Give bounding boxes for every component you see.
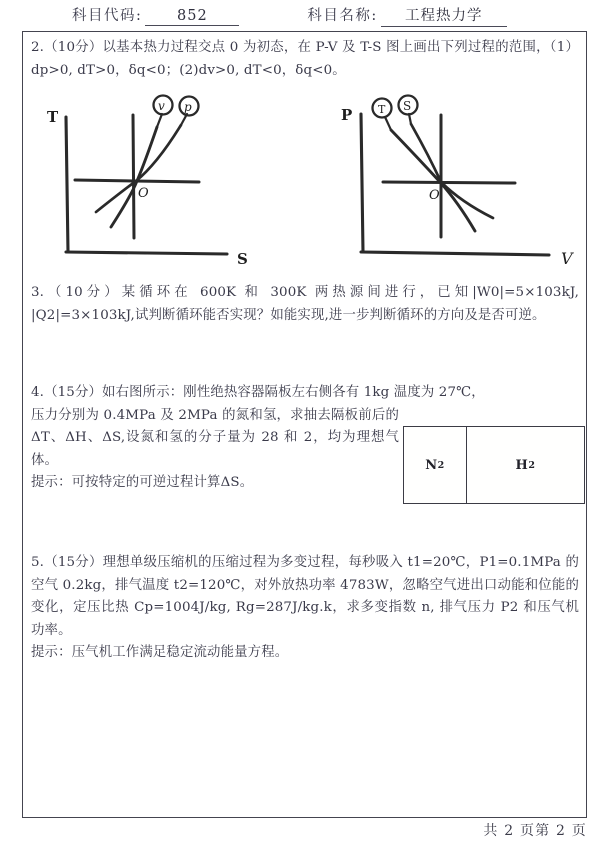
ts-curve-label-p: p bbox=[184, 100, 192, 114]
ts-x-axis-label: S bbox=[237, 250, 248, 268]
exam-header bbox=[0, 0, 607, 30]
vessel-right-gas-label: H bbox=[515, 457, 529, 473]
ts-y-axis-label: T bbox=[47, 108, 59, 126]
question-2-diagrams bbox=[23, 92, 586, 277]
question-5-block bbox=[31, 552, 579, 665]
exam-content-box bbox=[22, 31, 587, 818]
vessel-left-chamber bbox=[404, 427, 467, 503]
vessel-diagram bbox=[403, 426, 585, 504]
question-3-text: 3.（10分）某循环在 600K 和 300K 两热源间进行，已知|W0|=5×103kJ, |Q2|=3×103kJ,试判断循环能否实现？如能实现,进一步判断循环的方向及是否可逆。 bbox=[31, 285, 579, 323]
subject-code-label: 科目代码: bbox=[72, 8, 143, 24]
ts-diagram bbox=[41, 92, 311, 277]
pv-diagram bbox=[333, 92, 603, 277]
vessel-left-gas-label: N bbox=[425, 457, 438, 473]
question-5-hint: 提示：压气机工作满足稳定流动能量方程。 bbox=[31, 645, 289, 660]
subject-name-field bbox=[307, 4, 506, 27]
ts-origin-label: O bbox=[138, 186, 149, 201]
pv-y-axis-label: P bbox=[341, 106, 353, 124]
vessel-left-gas-subscript: 2 bbox=[437, 459, 445, 471]
vessel-right-chamber bbox=[467, 427, 584, 503]
question-4-line1: 4.（15分）如右图所示：刚性绝热容器隔板左右侧各有 1kg 温度为 27℃， bbox=[31, 385, 485, 400]
pv-origin-label: O bbox=[429, 188, 440, 203]
subject-name-label: 科目名称: bbox=[307, 7, 378, 24]
ts-curve-label-v: v bbox=[158, 99, 165, 113]
vessel-right-gas-subscript: 2 bbox=[528, 459, 536, 471]
question-5-text: 5.（15分）理想单级压缩机的压缩过程为多变过程，每秒吸入 t1=20℃，P1=0.1MPa 的空气 0.2kg，排气温度 t2=120℃，对外放热功率 4783W，忽略空气进出口动能和位能的变化，定压比热 Cp=1004J/kg, Rg=287J/kg.k，求多变指数 n, 排气压力 P2 和压气机功率。 bbox=[31, 555, 579, 638]
subject-code-value: 852 bbox=[145, 8, 239, 26]
subject-code-field bbox=[72, 4, 239, 26]
page-footer: 共 2 页第 2 页 bbox=[483, 823, 587, 839]
pv-x-axis-label: V bbox=[561, 249, 573, 268]
question-2-text: 2.（10分）以基本热力过程交点 0 为初态，在 P-V 及 T-S 图上画出下列过程的范围，（1）dp>0, dT>0，δq<0；(2)dv>0, dT<0，δq<0。 bbox=[31, 40, 579, 78]
pv-curve-label-s: S bbox=[403, 99, 412, 113]
pv-curve-label-t: T bbox=[378, 103, 386, 116]
question-4-hint: 提示：可按特定的可逆过程计算ΔS。 bbox=[31, 475, 254, 490]
question-4-body: 压力分别为 0.4MPa 及 2MPa 的氮和氢，求抽去隔板前后的ΔT、ΔH、ΔS,设氮和氢的分子量为 28 和 2，均为理想气体。 bbox=[31, 407, 399, 468]
subject-name-value: 工程热力学 bbox=[381, 4, 507, 27]
